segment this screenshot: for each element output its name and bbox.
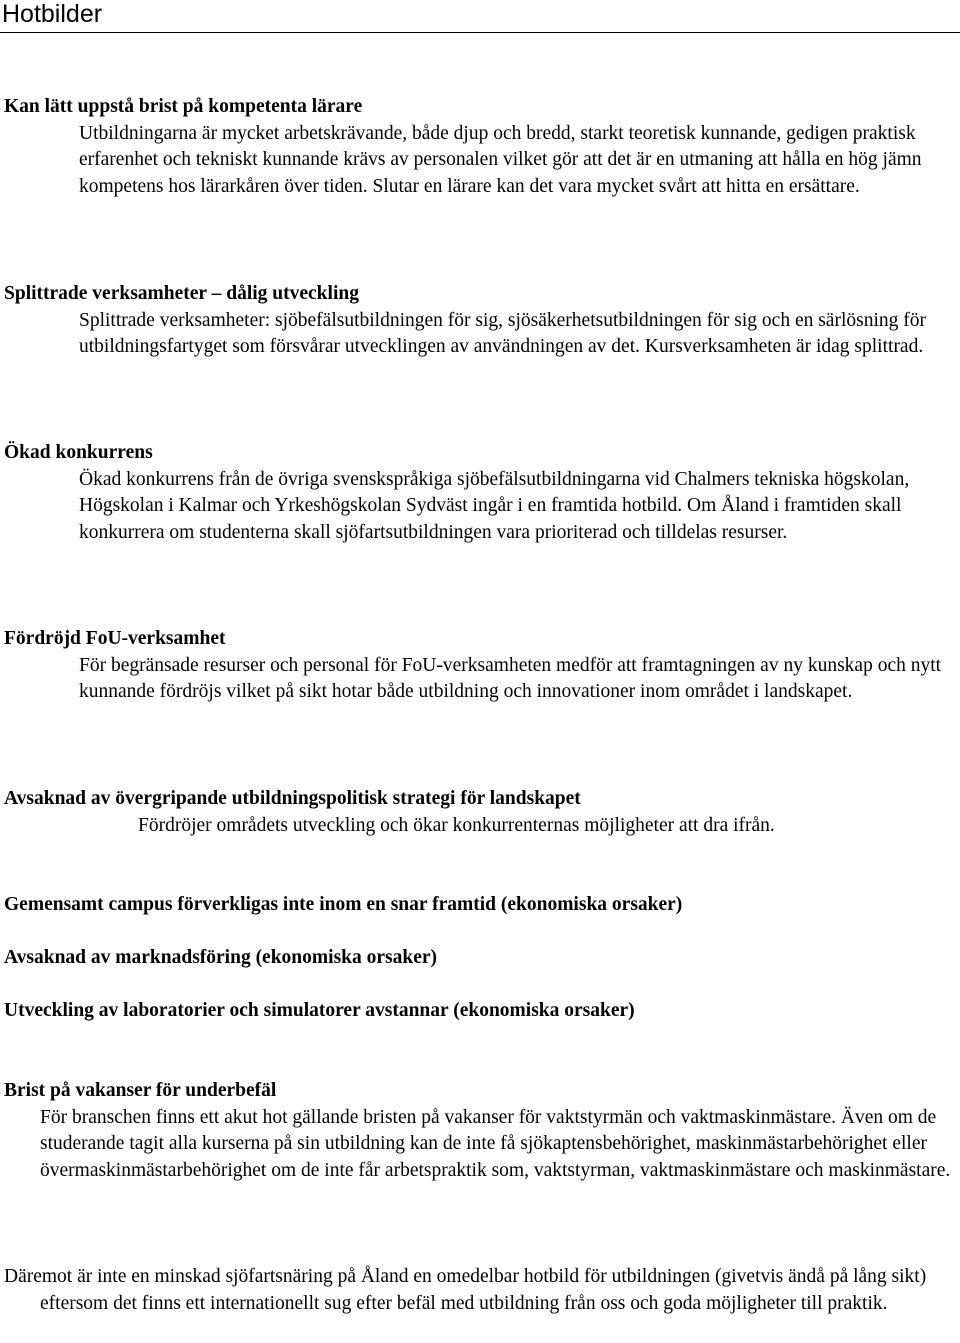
section-laboratorier [4, 998, 956, 1025]
section-heading: Avsaknad av marknadsföring (ekonomiska orsaker) [4, 947, 438, 968]
section-body: Splittrade verksamheter: sjöbefälsutbildningen för sig, sjösäkerhetsutbildningen för sig och en särlösning för utbildningsfartyget som försvårar utvecklingen av användningen av det. Kursverksamheten är idag splittrad. [79, 309, 926, 357]
section-brist-vakanser [4, 1078, 956, 1184]
section-heading: Avsaknad av övergripande utbildningspolitisk strategi för landskapet [4, 788, 581, 809]
section-body: För begränsade resurser och personal för FoU-verksamheten medför att framtagningen av ny kunskap och nytt kunnande fördröjs vilket på sikt hotar både utbildning och innovationer inom området i landskapet. [79, 654, 942, 702]
section-fordrojd-fou [4, 626, 956, 706]
section-marknadsforing [4, 945, 956, 972]
section-body: Ökad konkurrens från de övriga svenskspråkiga sjöbefälsutbildningarna vid Chalmers tekniska högskolan, Högskolan i Kalmar och Yrkeshögskolan Sydväst ingår i en framtida hotbild. Om Åland i framtiden skall konkurrera om studenterna skall sjöfartsutbildningen vara prioriterad och tilldelas resurser. [79, 468, 910, 543]
section-heading: Brist på vakanser för underbefäl [4, 1080, 277, 1101]
section-heading: Fördröjd FoU-verksamhet [4, 628, 226, 649]
section-body: Utbildningarna är mycket arbetskrävande, både djup och bredd, starkt teoretisk kunnande, gedigen praktisk erfarenhet och tekniskt kunnande krävs av personalen vilket gör att det är en utmaning att hålla en hög jämn kompetens hos lärarkåren över tiden. Slutar en lärare kan det vara mycket svårt att hitta en ersättare. [79, 122, 922, 197]
section-heading: Gemensamt campus förverkligas inte inom en snar framtid (ekonomiska orsaker) [4, 894, 683, 915]
section-splittrade-verksamheter [4, 281, 956, 361]
closing-paragraph [4, 1264, 956, 1317]
section-heading: Kan lätt uppstå brist på kompetenta lärare [4, 96, 363, 117]
section-gemensamt-campus [4, 892, 956, 919]
section-utbildningspolitisk-strategi [4, 786, 956, 839]
section-body: Fördröjer områdets utveckling och ökar konkurrenternas möjligheter att dra ifrån. [138, 814, 775, 836]
section-heading: Utveckling av laboratorier och simulatorer avstannar (ekonomiska orsaker) [4, 1000, 635, 1021]
section-body: För branschen finns ett akut hot gällande bristen på vakanser för vaktstyrmän och vaktmaskinmästare. Även om de studerande tagit alla kurserna på sin utbildning kan de inte få sjökaptensbehörighet, maskinmästarbehörighet eller övermaskinmästarbehörighet om de inte får arbetspraktik som, vaktstyrman, vaktmaskinmästare och maskinmästare. [40, 1106, 951, 1181]
section-okad-konkurrens [4, 440, 956, 546]
closing-text: Däremot är inte en minskad sjöfartsnäring på Åland en omedelbar hotbild för utbildningen (givetvis ändå på lång sikt) eftersom det finns ett internationellt sug efter befäl med utbildning från oss och goda möjligheter till praktik. [4, 1266, 927, 1314]
section-heading: Splittrade verksamheter – dålig utveckling [4, 283, 359, 304]
page-title: Hotbilder [0, 0, 960, 33]
section-kompetenta-larare [4, 94, 956, 200]
section-heading: Ökad konkurrens [4, 442, 153, 463]
